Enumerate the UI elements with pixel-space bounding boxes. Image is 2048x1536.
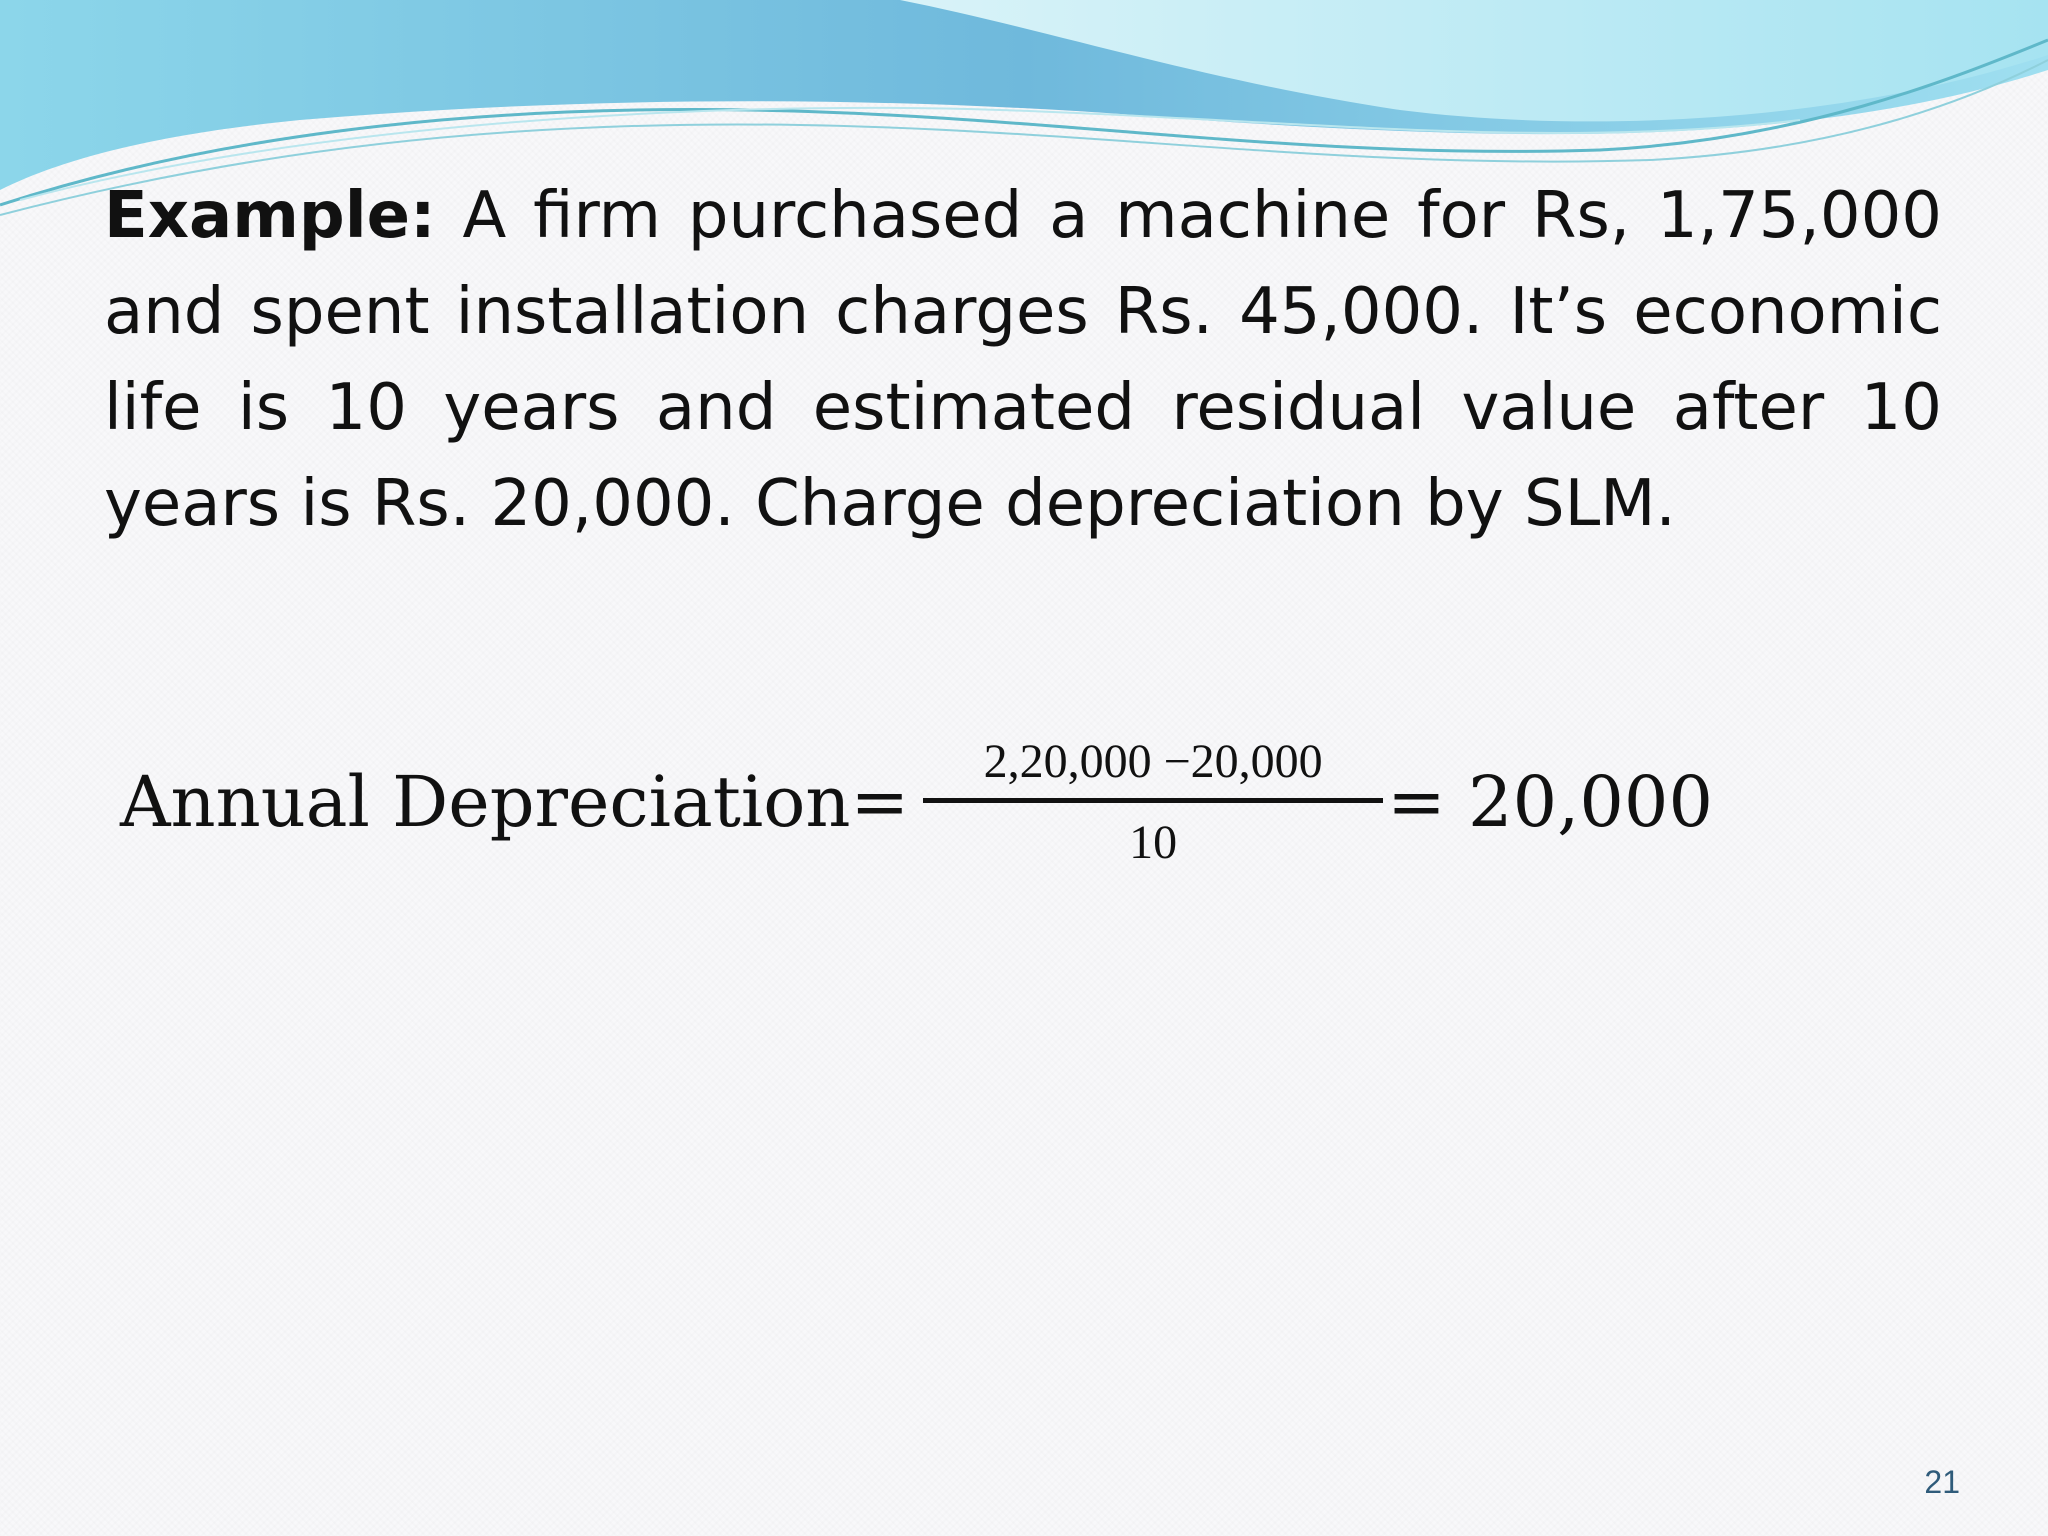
formula-fraction [923,732,1383,873]
fraction-bar [923,798,1383,803]
formula-lhs: Annual Depreciation= [120,761,910,843]
depreciation-formula [120,722,1713,882]
page-number: 21 [1924,1464,1960,1500]
problem-text: A firm purchased a machine for Rs, 1,75,000 and spent installation charges Rs. 45,000. It’s economic life is 10 years and estimated residual value after 10 years is Rs. 20,000. Charge depreciation by SLM. [104,179,1943,541]
problem-statement [104,168,1942,552]
fraction-numerator: 2,20,000 −20,000 [983,734,1323,788]
formula-result: = 20,000 [1387,761,1713,843]
fraction-denominator: 10 [1129,815,1178,869]
example-label: Example: [104,179,436,253]
